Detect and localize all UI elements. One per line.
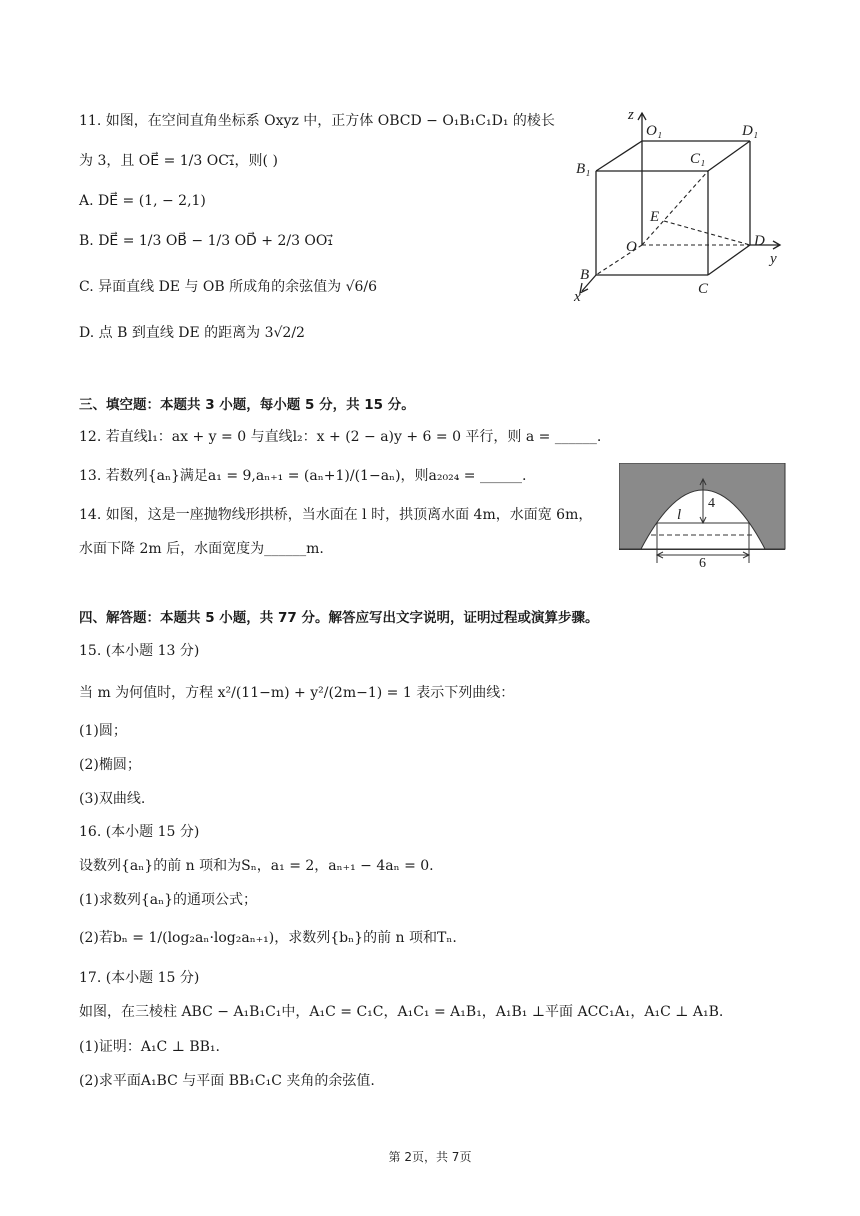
cube-label-o1: O₁ (646, 123, 663, 139)
q16-part2: (2)若bₙ = 1/(log₂aₙ·log₂aₙ₊₁)，求数列{bₙ}的前 n 项和Tₙ. (79, 930, 457, 946)
q11-option-a: A. DE⃗ = (1, − 2,1) (79, 193, 206, 209)
q11-option-b: B. DE⃗ = 1/3 OB⃗ − 1/3 OD⃗ + 2/3 OO₁⃗ (79, 233, 334, 249)
q15-part3: (3)双曲线. (79, 791, 146, 807)
page-footer: 第 2页，共 7页 (388, 1150, 472, 1164)
q14-line2: 水面下降 2m 后，水面宽度为______m. (79, 541, 324, 557)
q12-text: 12. 若直线l₁：ax + y = 0 与直线l₂：x + (2 − a)y + 6 = 0 平行，则 a = ______. (79, 429, 602, 445)
cube-label-c: C (698, 281, 709, 297)
q17-stem: 如图，在三棱柱 ABC − A₁B₁C₁中，A₁C = C₁C，A₁C₁ = A₁B₁，A₁B₁ ⊥平面 ACC₁A₁，A₁C ⊥ A₁B. (79, 1004, 724, 1020)
q11-option-c: C. 异面直线 DE 与 OB 所成角的余弦值为 √6/6 (79, 279, 378, 295)
bridge-label-height: 4 (708, 496, 715, 511)
bridge-label-l: l (677, 507, 682, 523)
q17-part1: (1)证明：A₁C ⊥ BB₁. (79, 1039, 220, 1055)
cube-label-y: y (770, 251, 777, 267)
q15-part2: (2)椭圆； (79, 757, 141, 773)
cube-label-z: z (628, 107, 634, 123)
bridge-figure (619, 463, 787, 568)
q11-option-d: D. 点 B 到直线 DE 的距离为 3√2/2 (79, 325, 305, 341)
q11-stem-line1: 11. 如图，在空间直角坐标系 Oxyz 中，正方体 OBCD − O₁B₁C₁D₁ 的棱长 (79, 113, 555, 129)
bridge-label-width: 6 (699, 556, 706, 568)
q17-header: 17. (本小题 15 分) (79, 970, 200, 986)
q13-text: 13. 若数列{aₙ}满足a₁ = 9,aₙ₊₁ = (aₙ+1)/(1−aₙ)，则a₂₀₂₄ = ______. (79, 468, 527, 484)
q16-stem: 设数列{aₙ}的前 n 项和为Sₙ，a₁ = 2，aₙ₊₁ − 4aₙ = 0. (79, 858, 434, 874)
q15-part1: (1)圆； (79, 723, 127, 739)
q17-part2: (2)求平面A₁BC 与平面 BB₁C₁C 夹角的余弦值. (79, 1073, 375, 1089)
cube-label-x: x (574, 289, 581, 305)
q16-part1: (1)求数列{aₙ}的通项公式； (79, 892, 258, 908)
cube-label-b: B (580, 267, 590, 283)
q11-stem-line2: 为 3，且 OE⃗ = 1/3 OC₁⃗，则( ) (79, 153, 278, 169)
section3-title: 三、填空题：本题共 3 小题，每小题 5 分，共 15 分。 (79, 397, 415, 413)
q14-line1: 14. 如图，这是一座抛物线形拱桥，当水面在 l 时，拱顶离水面 4m，水面宽 6m， (79, 507, 593, 523)
cube-label-c1: C₁ (690, 151, 706, 167)
cube-label-e: E (650, 209, 660, 225)
cube-figure (570, 105, 790, 305)
section4-title: 四、解答题：本题共 5 小题，共 77 分。解答应写出文字说明，证明过程或演算步骤。 (79, 610, 599, 626)
q15-stem: 当 m 为何值时，方程 x²/(11−m) + y²/(2m−1) = 1 表示下列曲线： (79, 685, 515, 701)
cube-label-b1: B₁ (576, 161, 591, 177)
q16-header: 16. (本小题 15 分) (79, 824, 200, 840)
q15-header: 15. (本小题 13 分) (79, 643, 200, 659)
cube-label-d1: D₁ (742, 123, 759, 139)
cube-label-d: D (754, 233, 765, 249)
cube-label-o: O (626, 239, 637, 255)
